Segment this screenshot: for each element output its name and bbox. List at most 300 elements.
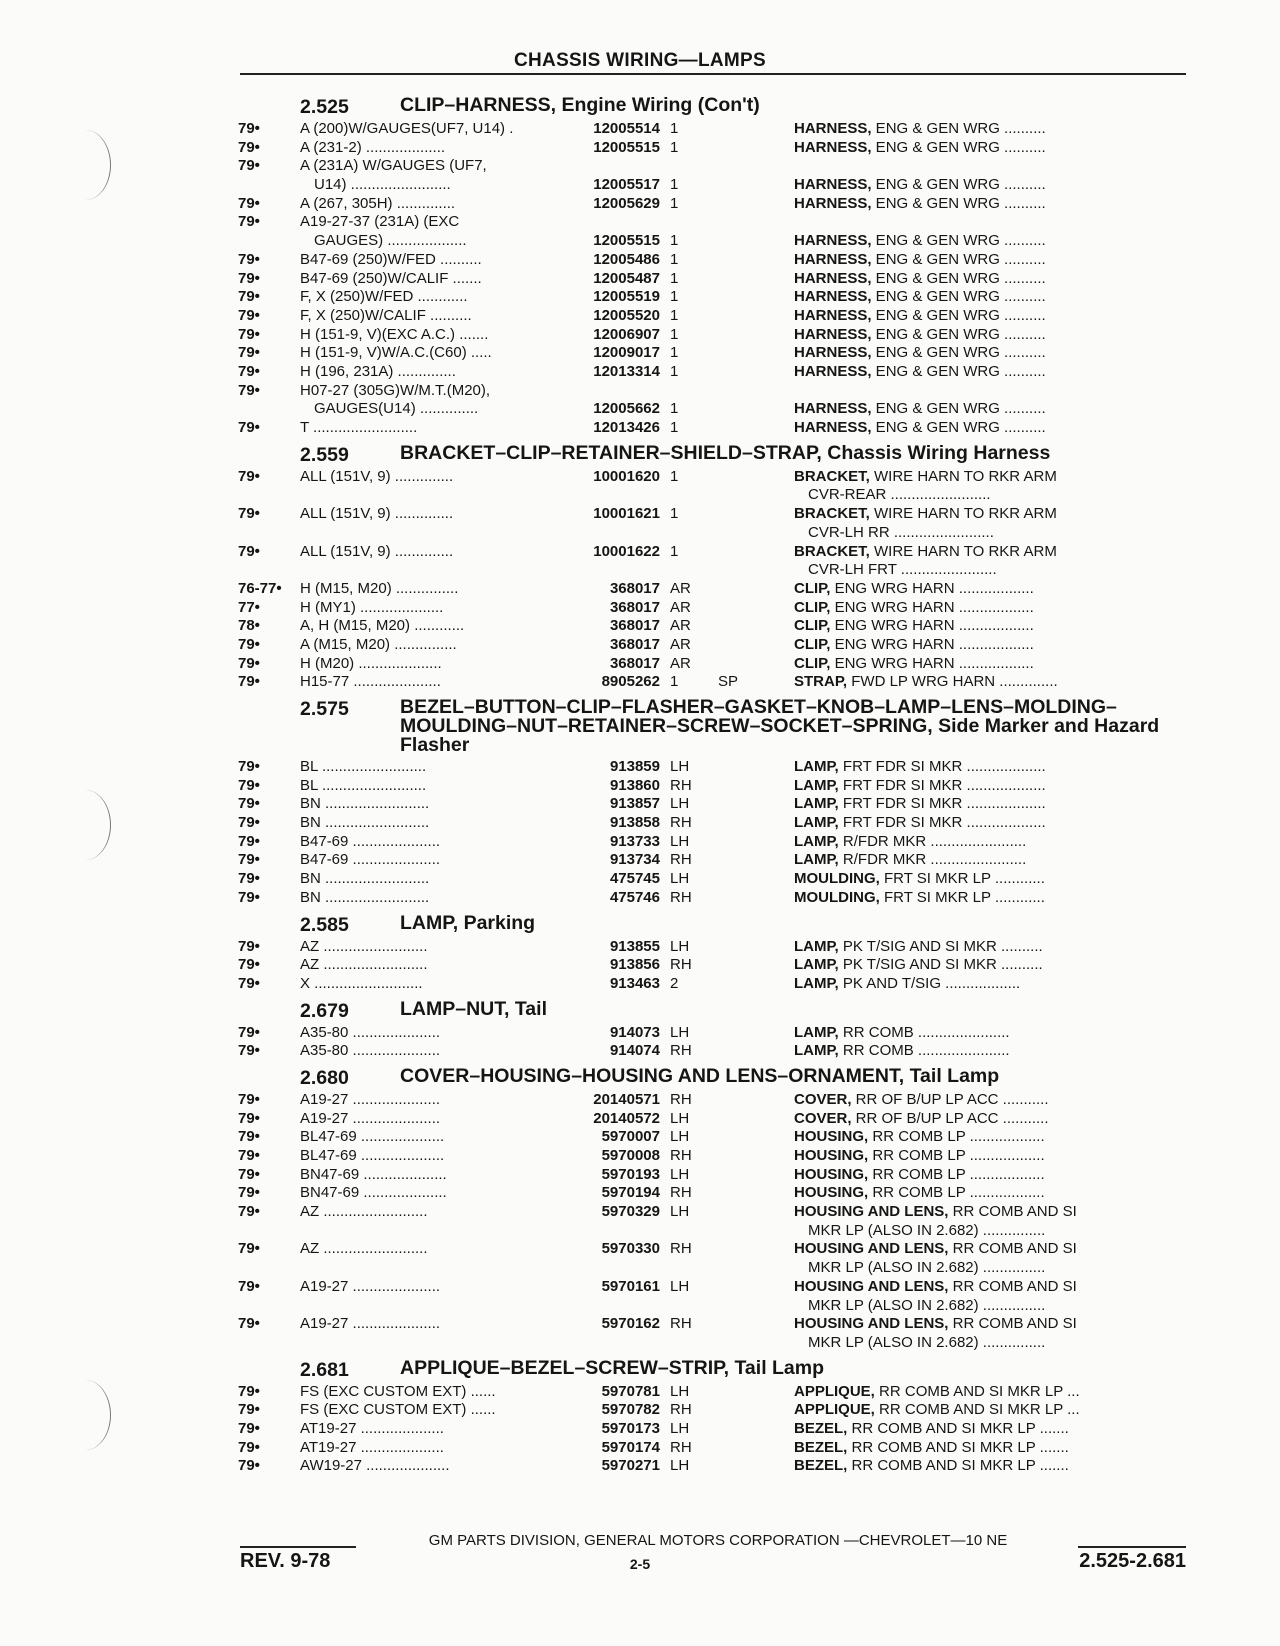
description-text-continued: CVR-REAR ........................ — [808, 486, 991, 504]
application-text: A (M15, M20) ............... — [300, 635, 457, 653]
application-text: ALL (151V, 9) .............. — [300, 505, 454, 523]
description — [794, 1184, 1186, 1203]
application-text: X .......................... — [300, 974, 423, 992]
application-text: BL ......................... — [300, 758, 427, 776]
application — [300, 1240, 552, 1259]
quantity: 1 — [670, 344, 679, 362]
model-year: 79• — [238, 795, 260, 813]
quantity: 1 — [670, 542, 679, 560]
description-noun: HOUSING, — [794, 1128, 869, 1146]
part-number: 5970174 — [601, 1438, 660, 1456]
section-range: 2.525-2.681 — [1079, 1550, 1186, 1572]
description-noun: CLIP, — [794, 579, 831, 597]
quantity: AR — [670, 654, 691, 672]
table-row — [238, 139, 1188, 158]
quantity: LH — [670, 937, 690, 955]
description-text: ENG & GEN WRG .......... — [871, 419, 1046, 437]
quantity: 1 — [670, 325, 679, 343]
description-noun: LAMP, — [794, 795, 839, 813]
description — [794, 795, 1186, 814]
part-number: 368017 — [609, 579, 660, 597]
description — [794, 1420, 1186, 1439]
description — [794, 870, 1186, 889]
description — [794, 1166, 1186, 1185]
description-text: FRT SI MKR LP ............ — [879, 870, 1045, 888]
description — [794, 758, 1186, 777]
model-year: 79• — [238, 1090, 260, 1108]
model-year: 77• — [238, 598, 260, 616]
application-text-continued: U14) ........................ — [314, 176, 451, 194]
table-row — [238, 777, 1188, 796]
table-row — [238, 617, 1188, 636]
model-year: 79• — [238, 288, 260, 306]
application-text: H (151-9, V)W/A.C.(C60) ..... — [300, 344, 492, 362]
application — [300, 1128, 552, 1147]
quantity: RH — [670, 1240, 692, 1258]
application — [300, 1024, 552, 1043]
model-year: 79• — [238, 888, 260, 906]
application-text: A (231-2) ................... — [300, 138, 446, 156]
quantity: 1 — [670, 269, 679, 287]
description-noun: BRACKET, — [794, 505, 870, 523]
application-text: AZ ......................... — [300, 1203, 428, 1221]
model-year: 79• — [238, 1023, 260, 1041]
part-number: 913734 — [609, 851, 660, 869]
description — [794, 232, 1186, 251]
table-row — [238, 307, 1188, 326]
application-text: H (M15, M20) ............... — [300, 579, 459, 597]
model-year: 79• — [238, 1203, 260, 1221]
application — [300, 1315, 552, 1334]
application-text: BL ......................... — [300, 776, 427, 794]
revision-label: REV. 9-78 — [240, 1550, 331, 1572]
description-text: ENG & GEN WRG .......... — [871, 288, 1046, 306]
model-year: 79• — [238, 1420, 260, 1438]
application — [300, 795, 552, 814]
description-text: ENG & GEN WRG .......... — [871, 325, 1046, 343]
model-year: 79• — [238, 467, 260, 485]
quantity: LH — [670, 832, 690, 850]
description-text-continued: CVR-LH FRT ....................... — [808, 561, 997, 579]
table-row — [238, 363, 1188, 382]
table-row — [238, 833, 1188, 852]
part-number: 913463 — [609, 974, 660, 992]
application-text: BN ......................... — [300, 888, 430, 906]
quantity: LH — [670, 1382, 690, 1400]
section-title: BRACKET–CLIP–RETAINER–SHIELD–STRAP, Chassis Wiring Harness — [400, 441, 1051, 464]
section-number: 2.559 — [300, 443, 349, 466]
description-noun: CLIP, — [794, 598, 831, 616]
description — [794, 889, 1186, 908]
description — [794, 777, 1186, 796]
table-row — [238, 419, 1188, 438]
application-text: B47-69 (250)W/FED .......... — [300, 250, 482, 268]
application — [300, 288, 552, 307]
application-text: BL47-69 .................... — [300, 1147, 445, 1165]
application — [300, 758, 552, 777]
application — [300, 382, 552, 419]
description — [794, 400, 1186, 419]
quantity: AR — [670, 617, 691, 635]
model-year: 79• — [238, 542, 260, 560]
section-header — [238, 998, 1188, 1024]
application — [300, 344, 552, 363]
part-number: 5970193 — [601, 1165, 660, 1183]
description-text: PK AND T/SIG .................. — [838, 974, 1021, 992]
description — [794, 851, 1186, 870]
application — [300, 1184, 552, 1203]
section-title: APPLIQUE–BEZEL–SCREW–STRIP, Tail Lamp — [400, 1356, 825, 1379]
note: SP — [718, 673, 739, 691]
description-text: FRT SI MKR LP ............ — [879, 888, 1045, 906]
description-text: RR COMB AND SI MKR LP ....... — [847, 1420, 1069, 1438]
application — [300, 251, 552, 270]
binder-hole-middle — [60, 790, 111, 860]
description — [794, 120, 1186, 139]
section-number: 2.575 — [300, 698, 349, 721]
description-text: ENG & GEN WRG .......... — [871, 194, 1046, 212]
description — [794, 1147, 1186, 1166]
application — [300, 673, 552, 692]
table-row — [238, 1042, 1188, 1061]
description-noun: LAMP, — [794, 832, 839, 850]
description — [794, 1439, 1186, 1458]
table-row — [238, 655, 1188, 674]
quantity: 1 — [670, 194, 679, 212]
part-number: 913860 — [609, 776, 660, 794]
application — [300, 157, 552, 194]
description — [794, 1203, 1186, 1240]
section-number: 2.585 — [300, 913, 349, 936]
description-noun: HARNESS, — [794, 362, 872, 380]
table-row — [238, 505, 1188, 542]
quantity: RH — [670, 956, 692, 974]
quantity: RH — [670, 1090, 692, 1108]
quantity: LH — [670, 1420, 690, 1438]
table-row — [238, 1383, 1188, 1402]
description-text: WIRE HARN TO RKR ARM — [869, 467, 1057, 485]
application — [300, 938, 552, 957]
description-text: ENG & GEN WRG .......... — [871, 138, 1046, 156]
model-year: 76-77• — [238, 579, 282, 597]
table-row — [238, 195, 1188, 214]
application-text: H15-77 ..................... — [300, 673, 441, 691]
description — [794, 673, 1186, 692]
quantity: 1 — [670, 120, 679, 137]
part-number: 12005514 — [593, 120, 660, 137]
description — [794, 599, 1186, 618]
table-row — [238, 1024, 1188, 1043]
model-year: 78• — [238, 617, 260, 635]
application-text: H07-27 (305G)W/M.T.(M20), — [300, 381, 491, 399]
description-noun: HARNESS, — [794, 232, 872, 250]
description-text: PK T/SIG AND SI MKR .......... — [838, 937, 1043, 955]
model-year: 79• — [238, 1277, 260, 1295]
table-row — [238, 975, 1188, 994]
description — [794, 251, 1186, 270]
section-number: 2.525 — [300, 96, 349, 118]
description-noun: HOUSING AND LENS, — [794, 1277, 949, 1295]
part-number: 368017 — [609, 617, 660, 635]
description — [794, 1383, 1186, 1402]
page-number: 2-5 — [629, 1556, 651, 1572]
description-text: RR COMB ...................... — [838, 1042, 1010, 1060]
description — [794, 270, 1186, 289]
application — [300, 870, 552, 889]
section-header — [238, 696, 1188, 758]
description — [794, 655, 1186, 674]
application — [300, 889, 552, 908]
model-year: 79• — [238, 1401, 260, 1419]
section-title: BEZEL–BUTTON–CLIP–FLASHER–GASKET–KNOB–LAMP–LENS–MOLDING–MOULDING–NUT–RETAINER–SCREW–SOCKET–SPRING, Side Marker and Hazard Flasher — [400, 696, 1160, 757]
description-noun: MOULDING, — [794, 888, 880, 906]
application — [300, 1110, 552, 1129]
application-text: BN ......................... — [300, 795, 430, 813]
application-text: A19-27 ..................... — [300, 1277, 441, 1295]
model-year: 79• — [238, 1184, 260, 1202]
description-text: ENG WRG HARN .................. — [830, 635, 1034, 653]
application — [300, 1042, 552, 1061]
description-text: WIRE HARN TO RKR ARM — [869, 542, 1057, 560]
part-number: 12006907 — [593, 325, 660, 343]
table-row — [238, 758, 1188, 777]
section-header — [238, 1357, 1188, 1383]
application-text: BN47-69 .................... — [300, 1165, 447, 1183]
description-text-continued: MKR LP (ALSO IN 2.682) ............... — [808, 1333, 1046, 1351]
description-text: ENG & GEN WRG .......... — [871, 232, 1046, 250]
application-text: ALL (151V, 9) .............. — [300, 467, 454, 485]
quantity: LH — [670, 1128, 690, 1146]
description-noun: HARNESS, — [794, 288, 872, 306]
description-noun: MOULDING, — [794, 870, 880, 888]
part-number: 5970781 — [601, 1382, 660, 1400]
section-number: 2.681 — [300, 1358, 349, 1381]
description-text: FRT FDR SI MKR ................... — [838, 758, 1046, 776]
part-number: 368017 — [609, 654, 660, 672]
description-noun: LAMP, — [794, 814, 839, 832]
model-year: 79• — [238, 269, 260, 287]
quantity: RH — [670, 1147, 692, 1165]
description-text: RR COMB AND SI MKR LP ... — [874, 1401, 1080, 1419]
description — [794, 543, 1186, 580]
table-row — [238, 636, 1188, 655]
description-text: ENG & GEN WRG .......... — [871, 400, 1046, 418]
description-noun: HARNESS, — [794, 400, 872, 418]
description-text: RR OF B/UP LP ACC ........... — [851, 1090, 1049, 1108]
model-year: 79• — [238, 1315, 260, 1333]
page-title: CHASSIS WIRING—LAMPS — [514, 50, 766, 71]
quantity: RH — [670, 1184, 692, 1202]
table-row — [238, 120, 1188, 139]
quantity: 1 — [670, 306, 679, 324]
part-number: 12009017 — [593, 344, 660, 362]
quantity: AR — [670, 579, 691, 597]
model-year: 79• — [238, 344, 260, 362]
section-header — [238, 442, 1188, 468]
quantity: RH — [670, 776, 692, 794]
application — [300, 1401, 552, 1420]
description-noun: COVER, — [794, 1090, 852, 1108]
part-number: 12005517 — [593, 176, 660, 194]
description-noun: HARNESS, — [794, 176, 872, 194]
part-number: 20140571 — [593, 1090, 660, 1108]
application — [300, 505, 552, 524]
part-number: 10001621 — [593, 505, 660, 523]
application-text: F, X (250)W/FED ............ — [300, 288, 468, 306]
table-row — [238, 1091, 1188, 1110]
application-text: A (267, 305H) .............. — [300, 194, 456, 212]
application-text: FS (EXC CUSTOM EXT) ...... — [300, 1401, 496, 1419]
description-noun: LAMP, — [794, 758, 839, 776]
description-noun: HARNESS, — [794, 120, 872, 137]
quantity: 1 — [670, 505, 679, 523]
quantity: 1 — [670, 232, 679, 250]
table-row — [238, 1203, 1188, 1240]
quantity: RH — [670, 1438, 692, 1456]
description — [794, 344, 1186, 363]
application-text: H (151-9, V)(EXC A.C.) ....... — [300, 325, 489, 343]
part-number: 368017 — [609, 635, 660, 653]
model-year: 79• — [238, 325, 260, 343]
part-number: 12013314 — [593, 362, 660, 380]
description — [794, 938, 1186, 957]
table-row — [238, 1240, 1188, 1277]
application-text: AZ ......................... — [300, 956, 428, 974]
description-noun: HOUSING, — [794, 1147, 869, 1165]
part-number: 5970007 — [601, 1128, 660, 1146]
table-row — [238, 270, 1188, 289]
application — [300, 580, 552, 599]
part-number: 5970008 — [601, 1147, 660, 1165]
application — [300, 120, 552, 139]
application — [300, 326, 552, 345]
model-year: 79• — [238, 194, 260, 212]
description-text: RR COMB AND SI MKR LP ... — [874, 1382, 1080, 1400]
description — [794, 468, 1186, 505]
application-text: A, H (M15, M20) ............ — [300, 617, 465, 635]
section-title: LAMP, Parking — [400, 911, 536, 934]
description-text: ENG WRG HARN .................. — [830, 617, 1034, 635]
description-noun: BEZEL, — [794, 1438, 848, 1456]
table-row — [238, 288, 1188, 307]
part-number: 913856 — [609, 956, 660, 974]
section-title: LAMP–NUT, Tail — [400, 997, 547, 1020]
table-row — [238, 870, 1188, 889]
description — [794, 1401, 1186, 1420]
quantity: RH — [670, 851, 692, 869]
quantity: 1 — [670, 288, 679, 306]
description-text: ENG & GEN WRG .......... — [871, 269, 1046, 287]
quantity: RH — [670, 1315, 692, 1333]
description — [794, 363, 1186, 382]
description-noun: LAMP, — [794, 1042, 839, 1060]
table-row — [238, 673, 1188, 692]
part-number: 913859 — [609, 758, 660, 776]
application — [300, 1439, 552, 1458]
application-text: BN ......................... — [300, 814, 430, 832]
model-year: 79• — [238, 974, 260, 992]
description-noun: CLIP, — [794, 654, 831, 672]
part-number: 5970161 — [601, 1277, 660, 1295]
description-text: RR COMB LP .................. — [868, 1184, 1045, 1202]
quantity: 2 — [670, 974, 679, 992]
description — [794, 1278, 1186, 1315]
quantity: LH — [670, 1023, 690, 1041]
description — [794, 1315, 1186, 1352]
table-row — [238, 1401, 1188, 1420]
footer-publisher: GM PARTS DIVISION, GENERAL MOTORS CORPORATION —CHEVROLET—10 NE — [428, 1532, 1008, 1549]
description — [794, 1240, 1186, 1277]
quantity: LH — [670, 758, 690, 776]
description-noun: CLIP, — [794, 635, 831, 653]
description-text: FWD LP WRG HARN .............. — [847, 673, 1058, 691]
table-row — [238, 580, 1188, 599]
table-row — [238, 1128, 1188, 1147]
model-year: 79• — [238, 157, 260, 175]
part-number: 12013426 — [593, 419, 660, 437]
model-year: 79• — [238, 654, 260, 672]
part-number: 913857 — [609, 795, 660, 813]
application-text: A19-27 ..................... — [300, 1315, 441, 1333]
table-row — [238, 938, 1188, 957]
description — [794, 975, 1186, 994]
table-row — [238, 1315, 1188, 1352]
quantity: LH — [670, 1277, 690, 1295]
table-row — [238, 326, 1188, 345]
description — [794, 636, 1186, 655]
description-text: ENG WRG HARN .................. — [830, 598, 1034, 616]
part-number: 12005487 — [593, 269, 660, 287]
application — [300, 599, 552, 618]
part-number: 12005519 — [593, 288, 660, 306]
description-text: RR COMB LP .................. — [868, 1147, 1045, 1165]
description — [794, 288, 1186, 307]
quantity: AR — [670, 635, 691, 653]
table-row — [238, 1166, 1188, 1185]
part-number: 5970329 — [601, 1203, 660, 1221]
part-number: 5970162 — [601, 1315, 660, 1333]
table-row — [238, 814, 1188, 833]
section-number: 2.680 — [300, 1066, 349, 1089]
description-text: RR OF B/UP LP ACC ........... — [851, 1109, 1049, 1127]
quantity: 1 — [670, 362, 679, 380]
quantity: 1 — [670, 138, 679, 156]
table-row — [238, 157, 1188, 194]
description-noun: HARNESS, — [794, 419, 872, 437]
model-year: 79• — [238, 832, 260, 850]
quantity: RH — [670, 1401, 692, 1419]
model-year: 79• — [238, 673, 260, 691]
quantity: RH — [670, 1042, 692, 1060]
table-row — [238, 795, 1188, 814]
description-text: FRT FDR SI MKR ................... — [838, 814, 1046, 832]
application — [300, 777, 552, 796]
description-noun: HARNESS, — [794, 306, 872, 324]
model-year: 79• — [238, 250, 260, 268]
quantity: AR — [670, 598, 691, 616]
description — [794, 814, 1186, 833]
quantity: LH — [670, 795, 690, 813]
application — [300, 363, 552, 382]
model-year: 79• — [238, 635, 260, 653]
description-noun: LAMP, — [794, 851, 839, 869]
application-text: AZ ......................... — [300, 1240, 428, 1258]
table-row — [238, 213, 1188, 250]
application — [300, 1166, 552, 1185]
description-text: ENG & GEN WRG .......... — [871, 120, 1046, 137]
application-text: H (M20) .................... — [300, 654, 442, 672]
description — [794, 139, 1186, 158]
